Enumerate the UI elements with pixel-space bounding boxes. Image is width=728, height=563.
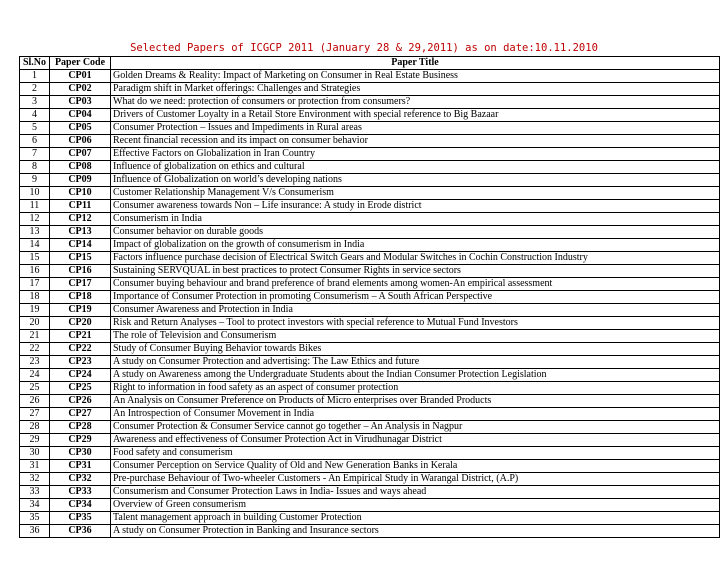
row-paper-code: CP20 <box>50 317 111 330</box>
table-row <box>20 265 720 278</box>
row-paper-code: CP06 <box>50 135 111 148</box>
row-paper-code: CP15 <box>50 252 111 265</box>
row-sl-no: 20 <box>20 317 50 330</box>
table-row <box>20 213 720 226</box>
row-paper-code: CP33 <box>50 486 111 499</box>
row-paper-code: CP14 <box>50 239 111 252</box>
row-sl-no: 5 <box>20 122 50 135</box>
row-paper-code: CP27 <box>50 408 111 421</box>
row-paper-code: CP26 <box>50 395 111 408</box>
papers-table <box>19 56 720 538</box>
row-sl-no: 1 <box>20 70 50 83</box>
table-row <box>20 369 720 382</box>
row-paper-code: CP36 <box>50 525 111 538</box>
row-paper-title: The role of Television and Consumerism <box>111 330 720 343</box>
row-paper-title: Consumer Protection & Consumer Service cannot go together – An Analysis in Nagpur <box>111 421 720 434</box>
row-sl-no: 10 <box>20 187 50 200</box>
row-paper-code: CP12 <box>50 213 111 226</box>
table-row <box>20 187 720 200</box>
row-paper-title: A study on Consumer Protection in Banking and Insurance sectors <box>111 525 720 538</box>
row-sl-no: 3 <box>20 96 50 109</box>
table-row <box>20 525 720 538</box>
table-row <box>20 421 720 434</box>
table-row <box>20 499 720 512</box>
row-paper-title: An Analysis on Consumer Preference on Products of Micro enterprises over Branded Products <box>111 395 720 408</box>
row-paper-title: Food safety and consumerism <box>111 447 720 460</box>
row-paper-code: CP25 <box>50 382 111 395</box>
row-sl-no: 32 <box>20 473 50 486</box>
row-paper-title: Consumer behavior on durable goods <box>111 226 720 239</box>
row-paper-title: Consumer awareness towards Non – Life insurance: A study in Erode district <box>111 200 720 213</box>
table-row <box>20 304 720 317</box>
row-sl-no: 31 <box>20 460 50 473</box>
header-row <box>20 57 720 70</box>
row-paper-title: Consumer Awareness and Protection in India <box>111 304 720 317</box>
row-paper-code: CP01 <box>50 70 111 83</box>
row-paper-code: CP07 <box>50 148 111 161</box>
row-sl-no: 18 <box>20 291 50 304</box>
table-row <box>20 317 720 330</box>
row-paper-title: Influence of globalization on ethics and cultural <box>111 161 720 174</box>
row-sl-no: 36 <box>20 525 50 538</box>
row-paper-title: Consumer Protection – Issues and Impediments in Rural areas <box>111 122 720 135</box>
row-sl-no: 23 <box>20 356 50 369</box>
row-paper-title: Customer Relationship Management V/s Consumerism <box>111 187 720 200</box>
row-paper-title: Factors influence purchase decision of Electrical Switch Gears and Modular Switches in Cochin Construction Industry <box>111 252 720 265</box>
table-row <box>20 330 720 343</box>
table-row <box>20 135 720 148</box>
header-paper-code: Paper Code <box>50 57 111 70</box>
row-sl-no: 11 <box>20 200 50 213</box>
row-paper-code: CP22 <box>50 343 111 356</box>
row-paper-title: What do we need: protection of consumers or protection from consumers? <box>111 96 720 109</box>
row-paper-title: Consumerism in India <box>111 213 720 226</box>
row-sl-no: 24 <box>20 369 50 382</box>
row-sl-no: 21 <box>20 330 50 343</box>
row-sl-no: 26 <box>20 395 50 408</box>
row-paper-title: Consumerism and Consumer Protection Laws in India- Issues and ways ahead <box>111 486 720 499</box>
row-sl-no: 8 <box>20 161 50 174</box>
row-sl-no: 13 <box>20 226 50 239</box>
row-sl-no: 19 <box>20 304 50 317</box>
table-row <box>20 161 720 174</box>
row-sl-no: 30 <box>20 447 50 460</box>
table-row <box>20 356 720 369</box>
row-sl-no: 25 <box>20 382 50 395</box>
row-paper-title: Talent management approach in building Customer Protection <box>111 512 720 525</box>
table-row <box>20 291 720 304</box>
row-paper-code: CP08 <box>50 161 111 174</box>
table-row <box>20 96 720 109</box>
row-paper-title: Overview of Green consumerism <box>111 499 720 512</box>
row-paper-code: CP24 <box>50 369 111 382</box>
row-paper-title: Influence of Globalization on world’s developing nations <box>111 174 720 187</box>
row-sl-no: 15 <box>20 252 50 265</box>
table-row <box>20 278 720 291</box>
table-row <box>20 486 720 499</box>
row-paper-code: CP02 <box>50 83 111 96</box>
table-row <box>20 382 720 395</box>
row-paper-code: CP19 <box>50 304 111 317</box>
row-paper-title: Impact of globalization on the growth of consumerism in India <box>111 239 720 252</box>
table-row <box>20 434 720 447</box>
row-paper-title: An Introspection of Consumer Movement in India <box>111 408 720 421</box>
row-sl-no: 29 <box>20 434 50 447</box>
table-row <box>20 395 720 408</box>
row-paper-code: CP10 <box>50 187 111 200</box>
row-paper-title: Study of Consumer Buying Behavior towards Bikes <box>111 343 720 356</box>
row-paper-title: Consumer buying behaviour and brand preference of brand elements among women-An empirical assessment <box>111 278 720 291</box>
row-paper-code: CP31 <box>50 460 111 473</box>
row-sl-no: 12 <box>20 213 50 226</box>
row-paper-title: Golden Dreams & Reality: Impact of Marketing on Consumer in Real Estate Business <box>111 70 720 83</box>
row-sl-no: 16 <box>20 265 50 278</box>
table-row <box>20 447 720 460</box>
row-paper-code: CP16 <box>50 265 111 278</box>
table-row <box>20 109 720 122</box>
row-paper-title: A study on Awareness among the Undergraduate Students about the Indian Consumer Protection Legislation <box>111 369 720 382</box>
table-row <box>20 252 720 265</box>
row-sl-no: 22 <box>20 343 50 356</box>
row-sl-no: 7 <box>20 148 50 161</box>
row-paper-title: Paradigm shift in Market offerings: Challenges and Strategies <box>111 83 720 96</box>
row-sl-no: 2 <box>20 83 50 96</box>
row-paper-title: Importance of Consumer Protection in promoting Consumerism – A South African Perspective <box>111 291 720 304</box>
row-paper-title: Right to information in food safety as an aspect of consumer protection <box>111 382 720 395</box>
row-sl-no: 34 <box>20 499 50 512</box>
row-paper-title: Consumer Perception on Service Quality of Old and New Generation Banks in Kerala <box>111 460 720 473</box>
row-paper-code: CP03 <box>50 96 111 109</box>
table-body <box>20 70 720 538</box>
row-paper-title: Effective Factors on Globalization in Iran Country <box>111 148 720 161</box>
row-paper-title: Recent financial recession and its impact on consumer behavior <box>111 135 720 148</box>
table-row <box>20 473 720 486</box>
header-paper-title: Paper Title <box>111 57 720 70</box>
row-sl-no: 27 <box>20 408 50 421</box>
row-sl-no: 6 <box>20 135 50 148</box>
row-paper-title: Risk and Return Analyses – Tool to protect investors with special reference to Mutual Fund Investors <box>111 317 720 330</box>
table-row <box>20 122 720 135</box>
table-row <box>20 226 720 239</box>
table-row <box>20 148 720 161</box>
row-paper-code: CP30 <box>50 447 111 460</box>
row-paper-title: Drivers of Customer Loyalty in a Retail Store Environment with special reference to Big Bazaar <box>111 109 720 122</box>
row-sl-no: 17 <box>20 278 50 291</box>
row-paper-code: CP29 <box>50 434 111 447</box>
table-row <box>20 512 720 525</box>
row-paper-code: CP34 <box>50 499 111 512</box>
table-row <box>20 408 720 421</box>
row-paper-code: CP28 <box>50 421 111 434</box>
row-sl-no: 4 <box>20 109 50 122</box>
header-sl-no: Sl.No <box>20 57 50 70</box>
row-paper-code: CP13 <box>50 226 111 239</box>
row-paper-title: Pre-purchase Behaviour of Two-wheeler Customers - An Empirical Study in Warangal District, (A.P) <box>111 473 720 486</box>
table-row <box>20 343 720 356</box>
table-row <box>20 174 720 187</box>
row-paper-code: CP18 <box>50 291 111 304</box>
row-paper-code: CP05 <box>50 122 111 135</box>
table-row <box>20 70 720 83</box>
row-sl-no: 28 <box>20 421 50 434</box>
row-paper-code: CP23 <box>50 356 111 369</box>
row-paper-title: Sustaining SERVQUAL in best practices to protect Consumer Rights in service sectors <box>111 265 720 278</box>
row-paper-code: CP09 <box>50 174 111 187</box>
row-sl-no: 33 <box>20 486 50 499</box>
document-title: Selected Papers of ICGCP 2011 (January 28 & 29,2011) as on date:10.11.2010 <box>130 42 598 54</box>
row-paper-code: CP32 <box>50 473 111 486</box>
row-paper-code: CP04 <box>50 109 111 122</box>
table-row <box>20 200 720 213</box>
table-row <box>20 83 720 96</box>
row-paper-code: CP11 <box>50 200 111 213</box>
row-sl-no: 14 <box>20 239 50 252</box>
row-paper-code: CP17 <box>50 278 111 291</box>
row-sl-no: 9 <box>20 174 50 187</box>
row-paper-code: CP35 <box>50 512 111 525</box>
table-row <box>20 460 720 473</box>
row-paper-title: Awareness and effectiveness of Consumer Protection Act in Virudhunagar District <box>111 434 720 447</box>
row-paper-title: A study on Consumer Protection and advertising: The Law Ethics and future <box>111 356 720 369</box>
row-paper-code: CP21 <box>50 330 111 343</box>
table-header <box>20 57 720 70</box>
table-row <box>20 239 720 252</box>
row-sl-no: 35 <box>20 512 50 525</box>
